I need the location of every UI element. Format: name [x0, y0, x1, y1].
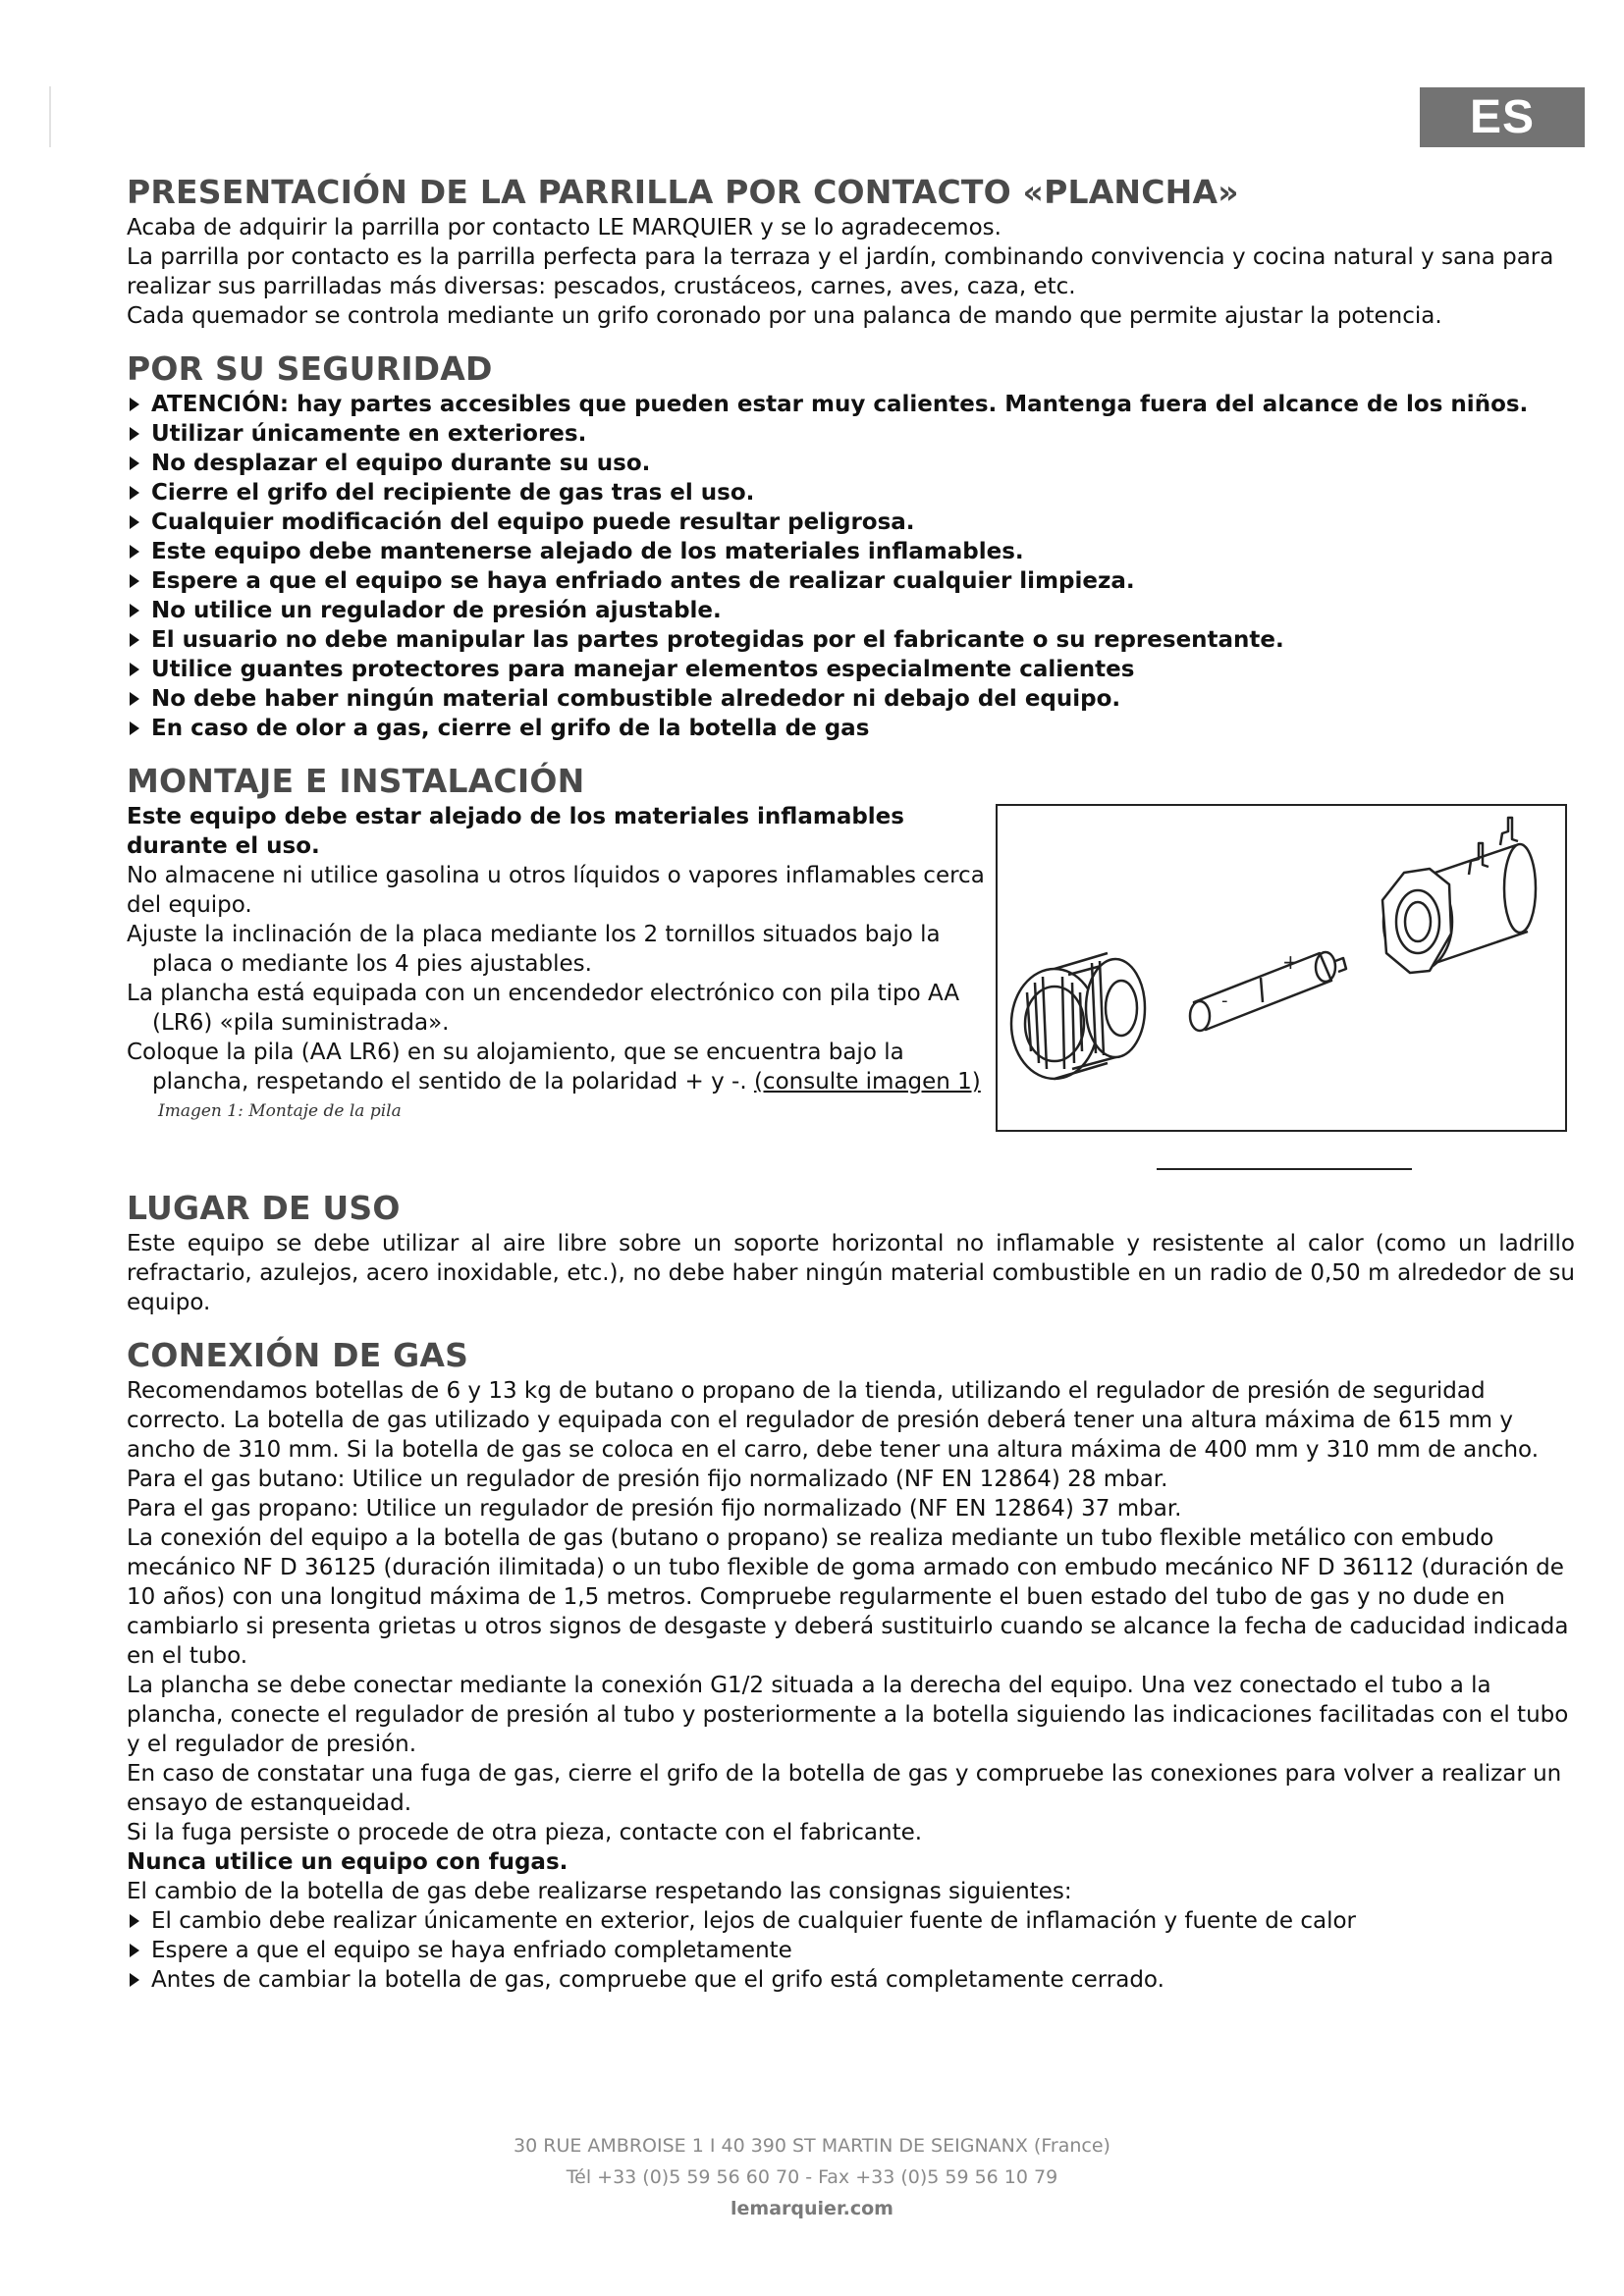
presentacion-paragraph: La parrilla por contacto es la parrilla perfecta para la terraza y el jardín, combinando convivencia y cocina natural y sana para realizar sus parrilladas más diversas: pescados, crustáceos, carnes, aves, caza, etc.: [127, 244, 1554, 299]
safety-item: Utilizar únicamente en exteriores.: [127, 419, 1575, 449]
bullet-arrow-icon: [130, 486, 139, 500]
gas-paragraph: Para el gas butano: Utilice un regulador de presión fijo normalizado (NF EN 12864) 28 mbar.: [127, 1467, 1168, 1492]
safety-item: Utilice guantes protectores para manejar elementos especialmente calientes: [127, 655, 1575, 684]
montaje-paragraph: No almacene ni utilice gasolina u otros líquidos o vapores inflamables cerca del equipo.: [127, 863, 985, 918]
safety-item: En caso de olor a gas, cierre el grifo de la botella de gas: [127, 714, 1575, 743]
bullet-arrow-icon: [130, 427, 139, 441]
presentacion-paragraph: Cada quemador se controla mediante un grifo coronado por una palanca de mando que permite ajustar la potencia.: [127, 303, 1442, 329]
battery-cap-icon: [1011, 953, 1145, 1079]
safety-item: No debe haber ningún material combustible alrededor ni debajo del equipo.: [127, 684, 1575, 714]
safety-item: Este equipo debe mantenerse alejado de los materiales inflamables.: [127, 537, 1575, 566]
presentacion-paragraph: Acaba de adquirir la parrilla por contacto LE MARQUIER y se lo agradecemos.: [127, 215, 1001, 240]
bullet-arrow-icon: [130, 663, 139, 676]
page-edge-mark: [49, 86, 51, 147]
gas-title: CONEXIÓN DE GAS: [127, 1336, 469, 1374]
safety-item: Cualquier modificación del equipo puede resultar peligrosa.: [127, 507, 1575, 537]
bullet-arrow-icon: [130, 721, 139, 735]
image-reference-link[interactable]: (consulte imagen 1): [753, 1069, 981, 1095]
gas-change-item: El cambio debe realizar únicamente en exterior, lejos de cualquier fuente de inflamación y fuente de calor: [127, 1906, 1575, 1936]
montaje-warning: Este equipo debe estar alejado de los materiales inflamables durante el uso.: [127, 804, 904, 859]
safety-item: Cierre el grifo del recipiente de gas tras el uso.: [127, 478, 1575, 507]
gas-change-list: [127, 1906, 1575, 1995]
bullet-arrow-icon: [130, 604, 139, 617]
bullet-arrow-icon: [130, 1914, 139, 1928]
safety-list: [127, 390, 1575, 743]
bullet-arrow-icon: [130, 545, 139, 559]
section-gas: [127, 1335, 1575, 1995]
montaje-paragraph: Ajuste la inclinación de la placa mediante los 2 tornillos situados bajo la placa o mediante los 4 pies ajustables.: [127, 922, 941, 977]
montaje-text: [127, 802, 987, 1122]
gas-paragraph: Recomendamos botellas de 6 y 13 kg de butano o propano de la tienda, utilizando el regulador de presión de seguridad correcto. La botella de gas utilizado y equipada con el regulador de presión deberá tener una altura máxima de 615 mm y ancho de 310 mm. Si la botella de gas se coloca en el carro, debe tener una altura máxima de 400 mm y 310 mm de ancho.: [127, 1378, 1540, 1463]
lugar-paragraph: Este equipo se debe utilizar al aire libre sobre un soporte horizontal no inflamable y resistente al calor (como un ladrillo refractario, azulejos, acero inoxidable, etc.), no debe haber ningún material combustible en un radio de 0,50 m alrededor de su equipo.: [127, 1231, 1575, 1315]
battery-housing-icon: [1382, 818, 1536, 973]
safety-item: El usuario no debe manipular las partes protegidas por el fabricante o su representante.: [127, 625, 1575, 655]
battery-assembly-illustration: [998, 806, 1565, 1130]
footer-website-link[interactable]: lemarquier.com: [731, 2198, 893, 2219]
gas-paragraph: Si la fuga persiste o procede de otra pieza, contacte con el fabricante.: [127, 1820, 923, 1845]
bullet-arrow-icon: [130, 398, 139, 411]
gas-intro: El cambio de la botella de gas debe realizarse respetando las consignas siguientes:: [127, 1879, 1072, 1904]
montaje-paragraph: Coloque la pila (AA LR6) en su alojamiento, que se encuentra bajo la plancha, respetando el sentido de la polaridad + y -. (consulte imagen 1): [127, 1040, 981, 1095]
safety-item: No utilice un regulador de presión ajustable.: [127, 596, 1575, 625]
presentacion-title: PRESENTACIÓN DE LA PARRILLA POR CONTACTO «PLANCHA»: [127, 173, 1239, 211]
montaje-paragraph: La plancha está equipada con un encendedor electrónico con pila tipo AA (LR6) «pila suministrada».: [127, 981, 960, 1036]
montaje-title: MONTAJE E INSTALACIÓN: [127, 762, 585, 800]
gas-change-item: Antes de cambiar la botella de gas, compruebe que el grifo está completamente cerrado.: [127, 1965, 1575, 1995]
section-presentacion: [127, 172, 1575, 331]
gas-change-item: Espere a que el equipo se haya enfriado completamente: [127, 1936, 1575, 1965]
lugar-title: LUGAR DE USO: [127, 1189, 401, 1227]
figure-underline: [1157, 1168, 1412, 1170]
bullet-arrow-icon: [130, 1944, 139, 1957]
language-badge: ES: [1420, 87, 1585, 147]
page-content: [127, 172, 1575, 2012]
battery-figure: [996, 804, 1567, 1170]
safety-item: Espere a que el equipo se haya enfriado antes de realizar cualquier limpieza.: [127, 566, 1575, 596]
safety-item: ATENCIÓN: hay partes accesibles que pueden estar muy calientes. Mantenga fuera del alcance de los niños.: [127, 390, 1575, 419]
minus-polarity-label: -: [1221, 990, 1228, 1011]
bullet-arrow-icon: [130, 515, 139, 529]
section-seguridad: [127, 348, 1575, 743]
section-lugar: [127, 1188, 1575, 1317]
seguridad-title: POR SU SEGURIDAD: [127, 349, 493, 388]
footer-phone: Tél +33 (0)5 59 56 60 70 - Fax +33 (0)5 59 56 10 79: [566, 2166, 1058, 2188]
bullet-arrow-icon: [130, 692, 139, 706]
bullet-arrow-icon: [130, 456, 139, 470]
gas-paragraph: Para el gas propano: Utilice un regulador de presión fijo normalizado (NF EN 12864) 37 mbar.: [127, 1496, 1182, 1522]
safety-item: No desplazar el equipo durante su uso.: [127, 449, 1575, 478]
gas-warning: Nunca utilice un equipo con fugas.: [127, 1849, 568, 1875]
battery-figure-frame: [996, 804, 1567, 1132]
bullet-arrow-icon: [130, 633, 139, 647]
gas-paragraph: La conexión del equipo a la botella de gas (butano o propano) se realiza mediante un tubo flexible metálico con embudo mecánico NF D 36125 (duración ilimitada) o un tubo flexible de goma armado con embudo mecánico NF D 36112 (duración de 10 años) con una longitud máxima de 1,5 metros. Compruebe regularmente el buen estado del tubo de gas y no dude en cambiarlo si presenta grietas u otros signos de desgaste y deberá sustituirlo cuando se alcance la fecha de caducidad indicada en el tubo.: [127, 1525, 1569, 1669]
page-footer: [0, 2130, 1624, 2224]
plus-polarity-label: +: [1282, 950, 1299, 974]
aa-battery-icon: [1190, 952, 1346, 1031]
gas-paragraph: La plancha se debe conectar mediante la conexión G1/2 situada a la derecha del equipo. Una vez conectado el tubo a la plancha, conecte el regulador de presión al tubo y posteriormente a la botella siguiendo las indicaciones facilitadas con el tubo y el regulador de presión.: [127, 1673, 1569, 1757]
figure-caption: Imagen 1: Montaje de la pila: [158, 1101, 402, 1121]
section-montaje: [127, 761, 1575, 1170]
gas-paragraph: En caso de constatar una fuga de gas, cierre el grifo de la botella de gas y compruebe las conexiones para volver a realizar un ensayo de estanqueidad.: [127, 1761, 1562, 1816]
footer-address: 30 RUE AMBROISE 1 I 40 390 ST MARTIN DE SEIGNANX (France): [514, 2135, 1110, 2157]
bullet-arrow-icon: [130, 1973, 139, 1987]
bullet-arrow-icon: [130, 574, 139, 588]
